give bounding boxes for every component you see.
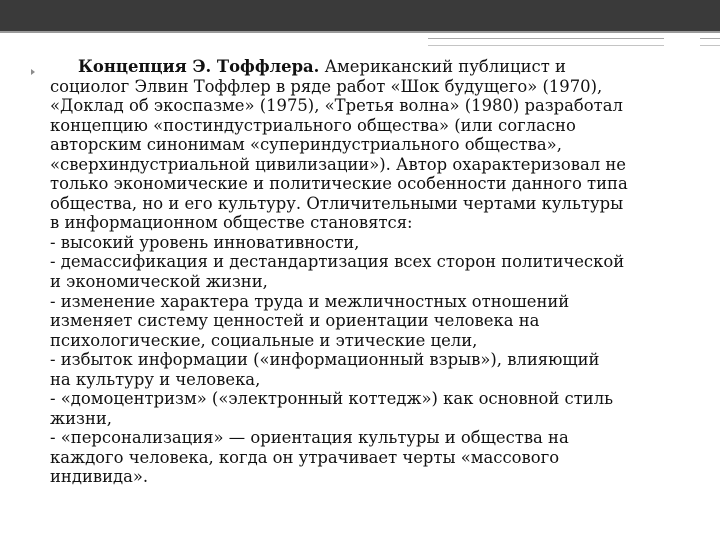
decorative-line xyxy=(700,38,720,39)
bullet-line: каждого человека, когда он утрачивает черты «массового xyxy=(50,447,560,467)
paragraph-line: социолог Элвин Тоффлер в ряде работ «Шок будущего» (1970), xyxy=(50,76,603,96)
paragraph-line xyxy=(50,57,700,77)
bullet-line: на культуру и человека, xyxy=(50,369,261,389)
paragraph-line: только экономические и политические особенности данного типа xyxy=(50,174,628,194)
bullet-line: жизни, xyxy=(50,408,113,428)
paragraph-line: концепцию «постиндустриального общества» (или согласно xyxy=(50,115,576,135)
decorative-line xyxy=(428,38,664,39)
slide-heading: Концепция Э. Тоффлера. xyxy=(78,57,320,76)
bullet-line: - демассификация и дестандартизация всех сторон политической xyxy=(50,252,625,272)
bullet-line: и экономической жизни, xyxy=(50,272,268,292)
paragraph-line: общества, но и его культуру. Отличительными чертами культуры xyxy=(50,193,624,213)
paragraph-line: в информационном обществе становятся: xyxy=(50,213,413,233)
decorative-line xyxy=(700,45,720,46)
slide-body-text xyxy=(50,57,700,487)
title-bar-accent-line xyxy=(0,31,720,33)
bullet-line: - «персонализация» — ориентация культуры и общества на xyxy=(50,428,569,448)
bullet-line: индивида». xyxy=(50,467,149,487)
bullet-line: - избыток информации («информационный взрыв»), влияющий xyxy=(50,350,600,370)
title-bar-decoration xyxy=(0,0,720,31)
bullet-marker-icon xyxy=(31,69,35,75)
bullet-line: - изменение характера труда и межличностных отношений xyxy=(50,291,570,311)
bullet-line: изменяет систему ценностей и ориентации человека на xyxy=(50,311,540,331)
decorative-line xyxy=(428,45,664,46)
paragraph-line: «сверхиндустриальной цивилизации»). Автор охарактеризовал не xyxy=(50,154,626,174)
paragraph-text: Американский публицист и xyxy=(319,57,566,76)
paragraph-line: авторским синонимам «супериндустриального общества», xyxy=(50,135,562,155)
bullet-line: - высокий уровень инновативности, xyxy=(50,232,360,252)
paragraph-line: «Доклад об экоспазме» (1975), «Третья волна» (1980) разработал xyxy=(50,96,623,116)
bullet-line: психологические, социальные и этические цели, xyxy=(50,330,478,350)
bullet-line: - «домоцентризм» («электронный коттедж») как основной стиль xyxy=(50,389,614,409)
